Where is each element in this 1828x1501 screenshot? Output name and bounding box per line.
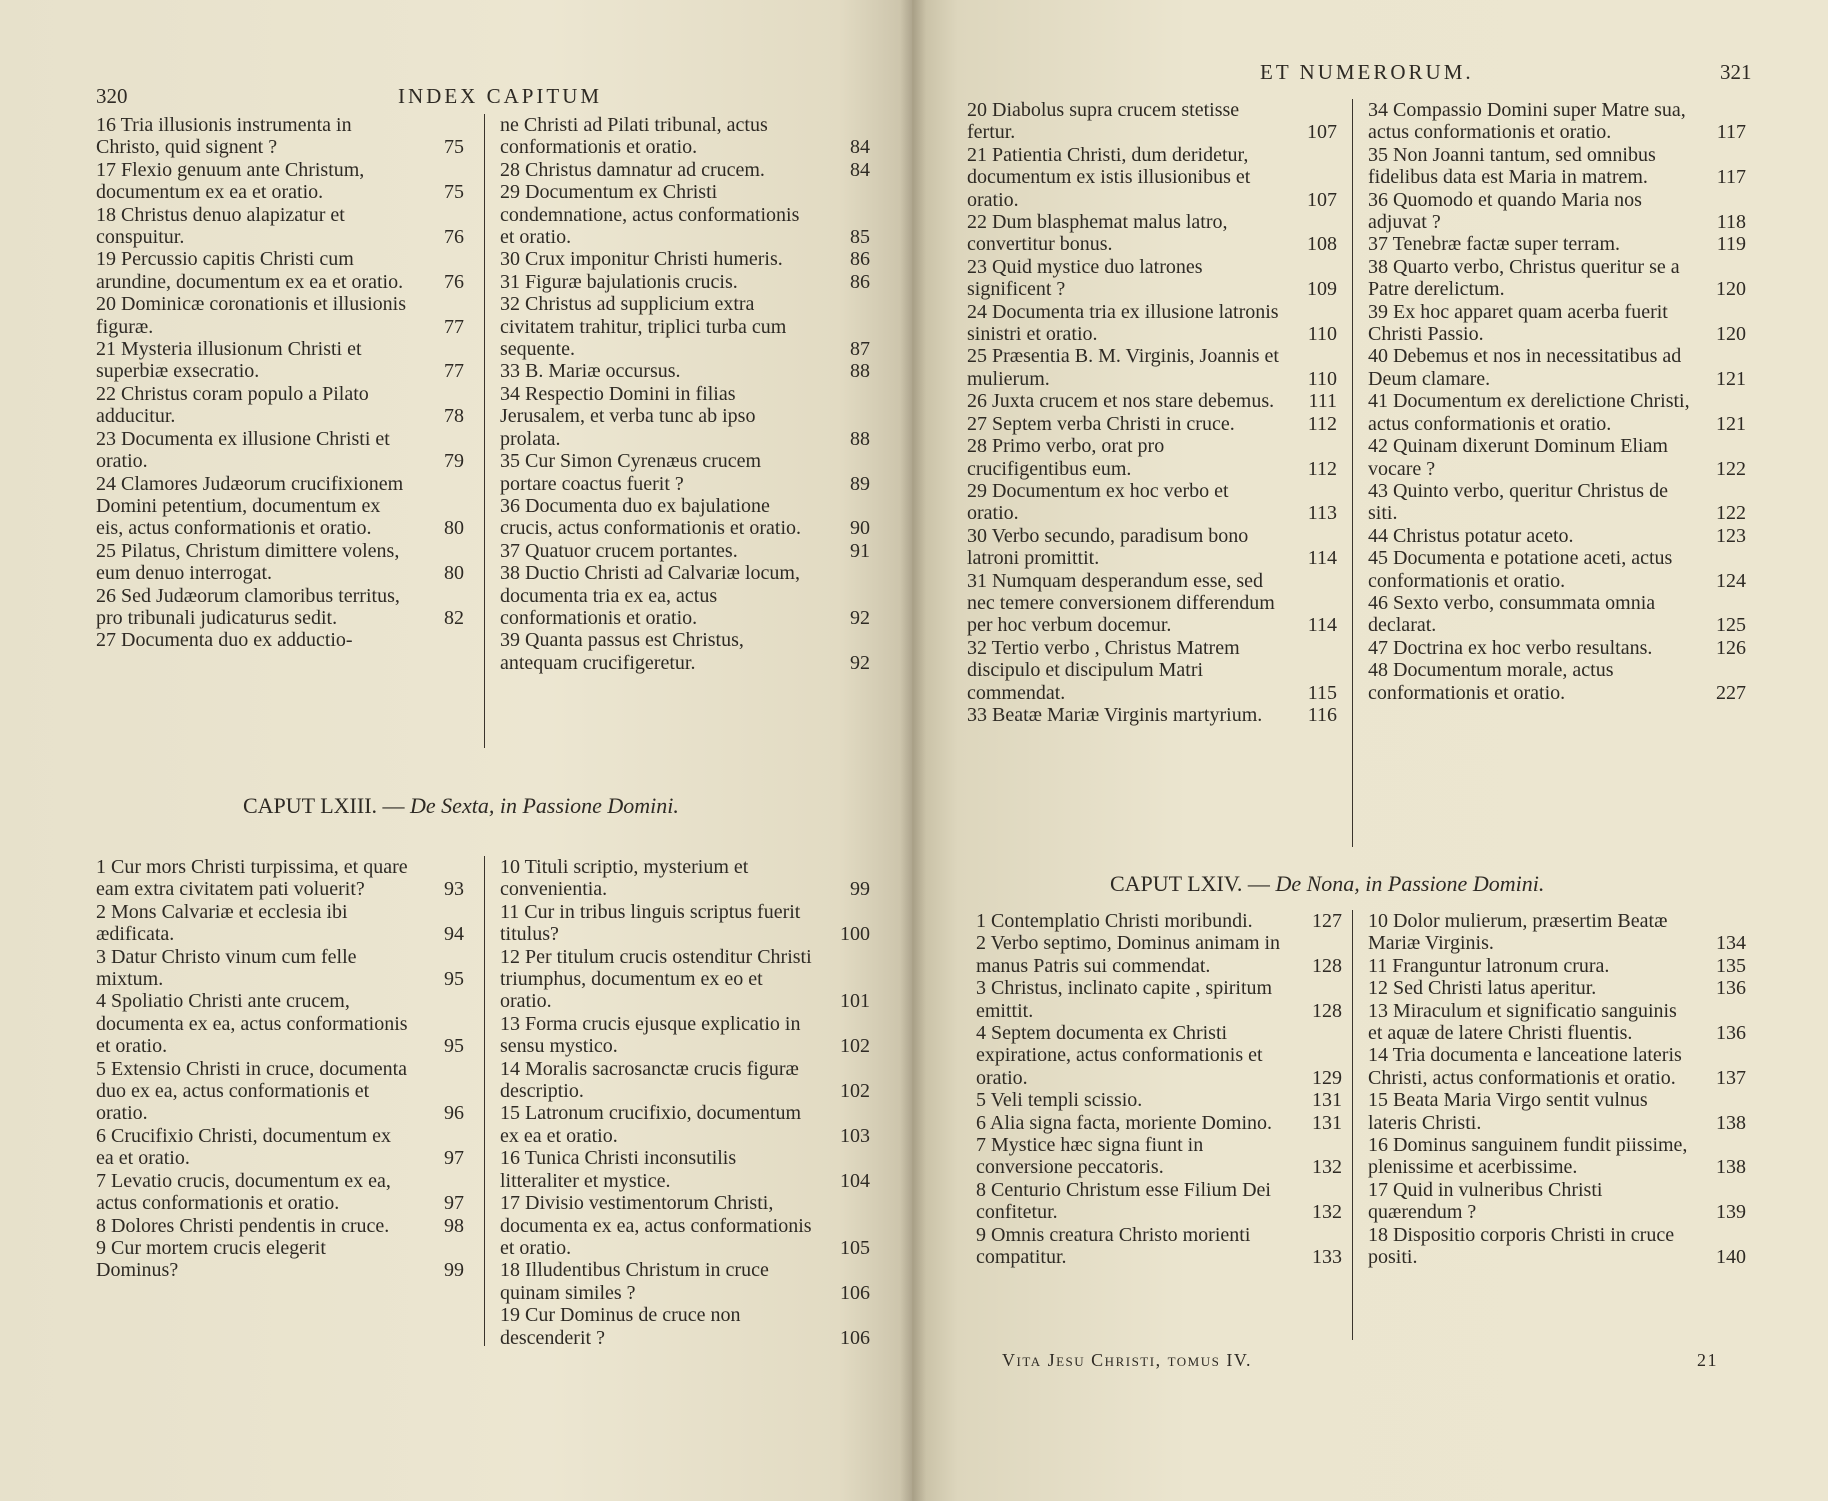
entry-page-number: 121 [1716,367,1746,390]
book-gutter [900,0,926,1501]
index-column-left-top-1 [96,114,464,652]
entry-page-number: 95 [444,1035,464,1058]
index-entry [500,114,870,159]
index-entry [96,338,464,383]
entry-page-number: 87 [850,338,870,361]
entry-page-number: 132 [1312,1201,1342,1224]
entry-page-number: 138 [1716,1156,1746,1179]
index-entry [967,301,1337,346]
entry-page-number: 136 [1716,977,1746,1000]
index-entry [1368,592,1746,637]
index-entry [500,1102,870,1147]
entry-text: ne Christi ad Pilati tribunal, actus conformationis et oratio. [500,114,768,159]
entry-page-number: 114 [1307,547,1337,570]
index-entry [500,1013,870,1058]
index-entry [500,271,870,293]
index-entry [500,946,870,1013]
entry-page-number: 95 [444,968,464,991]
entry-page-number: 105 [840,1236,870,1259]
entry-page-number: 109 [1307,278,1337,301]
entry-page-number: 100 [840,923,870,946]
entry-text: 33 B. Mariæ occursus. [500,360,681,383]
index-entry [1368,955,1746,977]
entry-page-number: 104 [840,1169,870,1192]
index-entry [1368,1089,1746,1134]
index-entry [1368,390,1746,435]
entry-text: 27 Septem verba Christi in cruce. [967,412,1235,435]
entry-text: 38 Quarto verbo, Christus queritur se a Patre derelictum. [1368,255,1680,301]
index-entry [96,1125,464,1170]
index-entry [500,1147,870,1192]
index-entry [96,1058,464,1125]
chapter-subtitle: De Sexta, in Passione Domini. [410,793,679,818]
entry-page-number: 107 [1307,188,1337,211]
index-entry [1368,189,1746,234]
entry-page-number: 131 [1312,1089,1342,1112]
index-entry [96,114,464,159]
entry-text: 25 Præsentia B. M. Virginis, Joannis et mulierum. [967,345,1279,390]
entry-page-number: 99 [444,1259,464,1282]
entry-page-number: 112 [1307,457,1337,480]
entry-page-number: 80 [444,562,464,585]
entry-page-number: 113 [1307,502,1337,525]
index-entry [96,383,464,428]
entry-text: 17 Quid in vulneribus Christi quærendum ? [1368,1178,1603,1224]
column-divider [484,114,485,748]
entry-text: 29 Documentum ex Christi condemnatione, actus conformationis et oratio. [500,181,800,249]
entry-text: 3 Christus, inclinato capite , spiritum emittit. [976,977,1273,1022]
entry-text: 12 Sed Christi latus aperitur. [1368,977,1597,1000]
entry-text: 31 Numquam desperandum esse, sed nec temere conversionem differendum per hoc verbum docemur. [967,569,1275,637]
running-head-right: ET NUMERORUM. [1260,60,1474,84]
entry-page-number: 137 [1716,1066,1746,1089]
entry-page-number: 122 [1716,457,1746,480]
entry-page-number: 97 [444,1147,464,1170]
entry-text: 22 Dum blasphemat malus latro, convertitur bonus. [967,211,1228,256]
entry-text: 34 Respectio Domini in filias Jerusalem, et verba tunc ab ipso prolata. [500,382,756,450]
entry-page-number: 99 [850,878,870,901]
entry-text: 14 Tria documenta e lanceatione lateris Christi, actus conformationis et oratio. [1368,1044,1682,1089]
entry-page-number: 77 [444,315,464,338]
entry-page-number: 127 [1312,910,1342,932]
entry-page-number: 110 [1307,323,1337,346]
entry-text: 4 Septem documenta ex Christi expiratione, actus conformationis et oratio. [976,1022,1263,1089]
index-entry [976,1224,1342,1269]
index-column-right-bottom-1 [976,910,1342,1269]
right-page [912,0,1828,1501]
left-page [0,0,912,1501]
entry-text: 32 Christus ad supplicium extra civitatem trahitur, triplici turba cum sequente. [500,293,787,361]
index-entry [967,99,1337,144]
index-entry [1368,256,1746,301]
entry-page-number: 122 [1716,502,1746,525]
entry-page-number: 119 [1716,233,1746,256]
entry-page-number: 140 [1716,1246,1746,1269]
entry-page-number: 117 [1716,121,1746,144]
index-entry [967,637,1337,704]
chapter-number: CAPUT LXIII. — [243,793,411,818]
index-column-left-top-2 [500,114,870,674]
index-entry [500,181,870,248]
entry-text: 2 Mons Calvariæ et ecclesia ibi ædificata. [96,900,348,946]
entry-text: 45 Documenta e potatione aceti, actus conformationis et oratio. [1368,547,1673,592]
entry-page-number: 227 [1716,681,1746,704]
entry-text: 26 Sed Judæorum clamoribus territus, pro tribunali judicaturus sedit. [96,584,400,629]
entry-page-number: 79 [444,450,464,473]
entry-page-number: 128 [1312,954,1342,977]
entry-page-number: 75 [444,181,464,204]
index-entry [96,204,464,249]
index-entry [500,562,870,629]
index-entry [1368,99,1746,144]
entry-text: 2 Verbo septimo, Dominus animam in manus Patris sui commendat. [976,932,1281,977]
index-entry [976,1022,1342,1089]
entry-text: 36 Documenta duo ex bajulatione crucis, actus conformationis et oratio. [500,494,802,540]
entry-page-number: 120 [1716,323,1746,346]
entry-text: 19 Percussio capitis Christi cum arundine, documentum ex ea et oratio. [96,248,404,293]
index-entry [500,360,870,382]
entry-text: 34 Compassio Domini super Matre sua, actus conformationis et oratio. [1368,99,1686,144]
entry-text: 40 Debemus et nos in necessitatibus ad Deum clamare. [1368,345,1682,390]
chapter-subtitle: De Nona, in Passione Domini. [1275,871,1545,896]
entry-text: 7 Levatio crucis, documentum ex ea, actus conformationis et oratio. [96,1169,391,1215]
entry-page-number: 114 [1307,614,1337,637]
entry-page-number: 124 [1716,569,1746,592]
entry-text: 21 Patientia Christi, dum deridetur, documentum ex istis illusionibus et oratio. [967,143,1251,211]
entry-page-number: 98 [444,1214,464,1237]
entry-text: 46 Sexto verbo, consummata omnia declarat. [1368,591,1656,637]
index-entry [96,1237,464,1282]
index-entry [96,473,464,540]
index-entry [500,1259,870,1304]
index-entry [967,480,1337,525]
entry-page-number: 129 [1312,1066,1342,1089]
index-entry [976,977,1342,1022]
index-entry [1368,233,1746,255]
entry-text: 17 Flexio genuum ante Christum, documentum ex ea et oratio. [96,158,365,204]
entry-text: 16 Tunica Christi inconsutilis litteraliter et mystice. [500,1147,737,1192]
entry-page-number: 112 [1307,412,1337,435]
entry-page-number: 88 [850,427,870,450]
entry-text: 13 Miraculum et significatio sanguinis et aquæ de latere Christi fluentis. [1368,999,1677,1045]
entry-page-number: 92 [850,606,870,629]
index-entry [976,1134,1342,1179]
entry-page-number: 106 [840,1281,870,1304]
entry-text: 19 Cur Dominus de cruce non descenderit ? [500,1304,741,1349]
entry-page-number: 76 [444,270,464,293]
index-entry [96,293,464,338]
index-entry [967,704,1337,726]
page-number-left: 320 [96,84,128,108]
entry-page-number: 80 [444,517,464,540]
entry-page-number: 94 [444,923,464,946]
index-entry [500,159,870,181]
entry-page-number: 110 [1307,367,1337,390]
entry-page-number: 93 [444,878,464,901]
index-entry [500,248,870,270]
index-entry [500,1304,870,1349]
entry-page-number: 131 [1312,1111,1342,1134]
index-entry [500,856,870,901]
chapter-number: CAPUT LXIV. — [1110,871,1276,896]
signature-mark: 21 [1697,1350,1718,1370]
entry-text: 12 Per titulum crucis ostenditur Christi triumphus, documentum ex eo et oratio. [500,945,812,1013]
index-entry [976,910,1342,932]
entry-page-number: 89 [850,472,870,495]
index-entry [1368,1044,1746,1089]
entry-page-number: 102 [840,1080,870,1103]
index-entry [500,293,870,360]
entry-text: 28 Christus damnatur ad crucem. [500,158,765,181]
index-entry [96,540,464,585]
entry-text: 47 Doctrina ex hoc verbo resultans. [1368,636,1653,659]
entry-text: 1 Contemplatio Christi moribundi. [976,910,1253,932]
entry-page-number: 120 [1716,278,1746,301]
index-entry [1368,1179,1746,1224]
entry-page-number: 86 [850,270,870,293]
index-entry [500,383,870,450]
index-entry [976,932,1342,977]
entry-page-number: 86 [850,248,870,271]
page-number-right: 321 [1720,60,1752,84]
entry-page-number: 133 [1312,1246,1342,1269]
index-entry [96,946,464,991]
index-entry [96,585,464,630]
entry-page-number: 75 [444,136,464,159]
entry-page-number: 76 [444,226,464,249]
entry-text: 28 Primo verbo, orat pro crucifigentibus eum. [967,435,1165,480]
entry-text: 11 Cur in tribus linguis scriptus fuerit titulus? [500,900,801,946]
entry-text: 30 Crux imponitur Christi humeris. [500,248,783,271]
index-entry [500,450,870,495]
entry-text: 17 Divisio vestimentorum Christi, documenta ex ea, actus conformationis et oratio. [500,1192,812,1259]
entry-text: 25 Pilatus, Christum dimittere volens, eum denuo interrogat. [96,539,400,585]
index-entry [96,248,464,293]
entry-text: 35 Non Joanni tantum, sed omnibus fidelibus data est Maria in matrem. [1368,143,1656,189]
index-column-right-top-2 [1368,99,1746,704]
entry-text: 23 Quid mystice duo latrones significent ? [967,255,1203,301]
entry-page-number: 107 [1307,121,1337,144]
index-entry [500,629,870,674]
entry-text: 23 Documenta ex illusione Christi et oratio. [96,427,390,473]
index-entry [967,435,1337,480]
running-head-left: INDEX CAPITUM [398,84,603,108]
index-entry [500,540,870,562]
entry-text: 20 Diabolus supra crucem stetisse fertur. [967,99,1240,144]
entry-text: 42 Quinam dixerunt Dominum Eliam vocare ? [1368,435,1668,480]
entry-page-number: 121 [1716,412,1746,435]
entry-page-number: 139 [1716,1201,1746,1224]
index-entry [976,1089,1342,1111]
entry-page-number: 85 [850,226,870,249]
entry-text: 7 Mystice hæc signa fiunt in conversione peccatoris. [976,1134,1204,1179]
entry-text: 36 Quomodo et quando Maria nos adjuvat ? [1368,188,1642,234]
column-divider [1352,99,1353,847]
entry-text: 37 Tenebræ factæ super terram. [1368,233,1621,256]
entry-text: 5 Veli templi scissio. [976,1089,1143,1112]
entry-text: 22 Christus coram populo a Pilato adducitur. [96,382,369,428]
entry-text: 14 Moralis sacrosanctæ crucis figuræ descriptio. [500,1057,799,1103]
entry-page-number: 136 [1716,1022,1746,1045]
index-entry [500,1192,870,1259]
entry-text: 18 Dispositio corporis Christi in cruce positi. [1368,1223,1675,1269]
entry-page-number: 106 [840,1326,870,1349]
index-entry [967,525,1337,570]
entry-page-number: 92 [850,651,870,674]
entry-text: 13 Forma crucis ejusque explicatio in sensu mystico. [500,1012,801,1058]
entry-page-number: 115 [1307,681,1337,704]
entry-text: 32 Tertio verbo , Christus Matrem discipulo et discipulum Matri commendat. [967,636,1240,704]
footer-title: Vita Jesu Christi, tomus IV. [1002,1350,1253,1370]
entry-page-number: 82 [444,606,464,629]
index-entry [967,570,1337,637]
entry-text: 41 Documentum ex derelictione Christi, actus conformationis et oratio. [1368,390,1690,435]
entry-page-number: 84 [850,136,870,159]
index-entry [967,413,1337,435]
index-entry [96,1170,464,1215]
entry-text: 31 Figuræ bajulationis crucis. [500,270,738,293]
entry-page-number: 84 [850,158,870,181]
index-entry [1368,435,1746,480]
entry-text: 6 Crucifixio Christi, documentum ex ea et oratio. [96,1124,391,1170]
index-entry [96,901,464,946]
index-entry [1368,637,1746,659]
entry-text: 39 Quanta passus est Christus, antequam crucifigeretur. [500,629,744,674]
entry-text: 8 Dolores Christi pendentis in cruce. [96,1214,390,1237]
index-entry [96,629,464,651]
entry-text: 11 Franguntur latronum crura. [1368,954,1610,977]
entry-text: 30 Verbo secundo, paradisum bono latroni promittit. [967,524,1249,570]
entry-page-number: 91 [850,539,870,562]
index-entry [96,856,464,901]
index-column-right-top-1 [967,99,1337,726]
entry-page-number: 123 [1716,524,1746,547]
entry-text: 6 Alia signa facta, moriente Domino. [976,1111,1273,1134]
index-column-right-bottom-2 [1368,910,1746,1269]
index-column-left-bottom-1 [96,856,464,1282]
entry-page-number: 103 [840,1124,870,1147]
entry-page-number: 102 [840,1035,870,1058]
entry-text: 37 Quatuor crucem portantes. [500,539,738,562]
index-entry [1368,977,1746,999]
entry-text: 18 Illudentibus Christum in cruce quinam similes ? [500,1259,769,1304]
entry-text: 38 Ductio Christi ad Calvariæ locum, documenta tria ex ea, actus conformationis et oratio. [500,562,800,629]
entry-text: 9 Cur mortem crucis elegerit Dominus? [96,1236,326,1282]
index-entry [1368,1134,1746,1179]
index-entry [1368,525,1746,547]
column-divider [1352,910,1353,1340]
entry-text: 10 Dolor mulierum, præsertim Beatæ Mariæ Virginis. [1368,910,1668,955]
index-entry [967,211,1337,256]
entry-page-number: 96 [444,1102,464,1125]
entry-page-number: 97 [444,1192,464,1215]
index-entry [96,1215,464,1237]
entry-text: 3 Datur Christo vinum cum felle mixtum. [96,945,357,991]
index-entry [976,1179,1342,1224]
entry-page-number: 126 [1716,636,1746,659]
index-entry [96,990,464,1057]
entry-text: 16 Dominus sanguinem fundit piissime, plenissime et acerbissime. [1368,1134,1688,1179]
index-entry [96,428,464,473]
entry-page-number: 134 [1716,932,1746,955]
entry-text: 33 Beatæ Mariæ Virginis martyrium. [967,703,1263,726]
index-entry [1368,910,1746,955]
entry-text: 15 Beata Maria Virgo sentit vulnus lateris Christi. [1368,1089,1648,1134]
index-entry [1368,345,1746,390]
entry-text: 5 Extensio Christi in cruce, documenta duo ex ea, actus conformationis et oratio. [96,1057,408,1125]
entry-text: 10 Tituli scriptio, mysterium et convenientia. [500,856,749,901]
index-entry [1368,301,1746,346]
entry-page-number: 128 [1312,999,1342,1022]
entry-text: 20 Dominicæ coronationis et illusionis figuræ. [96,293,406,338]
entry-text: 16 Tria illusionis instrumenta in Christo, quid signent ? [96,114,352,159]
index-entry [500,1058,870,1103]
entry-text: 44 Christus potatur aceto. [1368,524,1574,547]
entry-text: 8 Centurio Christum esse Filium Dei confitetur. [976,1178,1271,1224]
index-entry [967,256,1337,301]
entry-page-number: 117 [1716,166,1746,189]
chapter-heading-63 [243,793,679,819]
entry-page-number: 108 [1307,233,1337,256]
entry-text: 35 Cur Simon Cyrenæus crucem portare coactus fuerit ? [500,450,762,495]
index-entry [1368,547,1746,592]
entry-text: 29 Documentum ex hoc verbo et oratio. [967,479,1229,525]
entry-page-number: 125 [1716,614,1746,637]
entry-page-number: 132 [1312,1156,1342,1179]
entry-text: 9 Omnis creatura Christo morienti compatitur. [976,1223,1251,1269]
entry-page-number: 90 [850,517,870,540]
entry-page-number: 116 [1307,703,1337,726]
entry-page-number: 111 [1308,390,1337,413]
index-entry [967,345,1337,390]
entry-text: 4 Spoliatio Christi ante crucem, documenta ex ea, actus conformationis et oratio. [96,990,408,1058]
entry-text: 26 Juxta crucem et nos stare debemus. [967,390,1275,413]
index-entry [976,1112,1342,1134]
entry-page-number: 88 [850,360,870,383]
index-entry [500,901,870,946]
entry-text: 48 Documentum morale, actus conformationis et oratio. [1368,659,1614,704]
index-entry [967,144,1337,211]
entry-text: 18 Christus denuo alapizatur et conspuitur. [96,203,345,249]
entry-text: 39 Ex hoc apparet quam acerba fuerit Christi Passio. [1368,300,1668,346]
chapter-heading-64 [1110,871,1544,897]
entry-text: 27 Documenta duo ex adductio- [96,629,353,652]
index-entry [1368,659,1746,704]
entry-text: 24 Clamores Judæorum crucifixionem Domini petentium, documentum ex eis, actus conformationis et oratio. [96,472,404,540]
entry-page-number: 101 [840,990,870,1013]
index-entry [96,159,464,204]
entry-text: 24 Documenta tria ex illusione latronis sinistri et oratio. [967,300,1279,346]
index-entry [967,390,1337,412]
entry-page-number: 78 [444,405,464,428]
entry-page-number: 138 [1716,1111,1746,1134]
entry-text: 21 Mysteria illusionum Christi et superbiæ exsecratio. [96,338,362,383]
entry-text: 43 Quinto verbo, queritur Christus de siti. [1368,479,1668,525]
entry-page-number: 118 [1716,211,1746,234]
entry-page-number: 77 [444,360,464,383]
entry-page-number: 135 [1716,954,1746,977]
index-entry [500,495,870,540]
index-entry [1368,480,1746,525]
index-entry [1368,144,1746,189]
entry-text: 15 Latronum crucifixio, documentum ex ea et oratio. [500,1102,802,1147]
index-entry [1368,1000,1746,1045]
index-entry [1368,1224,1746,1269]
column-divider [484,856,485,1346]
index-column-left-bottom-2 [500,856,870,1349]
entry-text: 1 Cur mors Christi turpissima, et quare eam extra civitatem pati voluerit? [96,856,408,901]
